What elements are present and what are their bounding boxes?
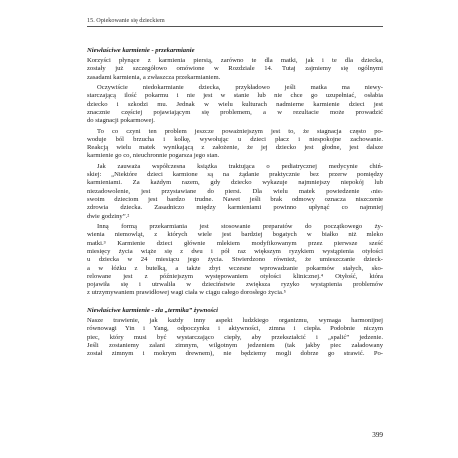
- running-header: 15. Opiekowanie się dzieckiem: [87, 17, 383, 27]
- text-line: równowagi Yin i Yang, odpoczynku i aktywności, zimna i ciepła. Podobnie niczym: [87, 325, 383, 333]
- text-line: pojawiła się i utrwaliła w dzieciństwie zwiększa ryzyko wystąpienia problemów: [87, 281, 383, 289]
- text-line: Jak zauważa współczesna książka traktująca o pediatrycznej medycynie chiń-: [97, 162, 383, 170]
- text-line: miesięcy życia wiąże się z dwu i pół raz większym ryzykiem wystąpienia otyłości: [87, 247, 383, 255]
- text-line: To co czyni ten problem jeszcze poważniejszym jest to, że stagnacja często po-: [97, 127, 383, 135]
- text-line: niezadowolenie, jest przystawiane do piersi. Dla wielu matek powiedzenie ‹nie›: [87, 187, 383, 195]
- text-line: Reakcją wielu matek wynikającą z założenie, że jej dziecko jest głodne, jest dalsze: [87, 144, 383, 152]
- text-line: został zimnym i mokrym drewnem), nie będziemy mogli dobrze go strawić. Po-: [87, 350, 383, 358]
- text-line: Jeśli zostaniemy zalani zimnym, wilgotnym jedzeniem (tak jakby piec załadowany: [87, 341, 383, 349]
- section-heading-overfeeding: Niewłaściwe karmienie - przekarmianie: [87, 47, 195, 54]
- text-line: zdrowia dziecka. Zasadniczo między karmieniami powinno upłynąć co najmniej: [87, 204, 383, 212]
- text-line: woduje ból brzucha i kolkę, wywołując u dzieci płacz i niespokojne zachowanie.: [87, 135, 383, 143]
- text-line: znacznie częściej pojawiającym się problemem, a w rezultacie może prowadzić: [87, 108, 383, 116]
- text-line: skiej: „Niektóre dzieci karmione są na żądanie praktycznie bez przerw pomiędzy: [87, 171, 383, 178]
- text-line: Oczywiście niedokarmianie dziecka, przykładowo jeśli matka ma niewy-: [97, 84, 383, 91]
- book-page: [87, 17, 383, 445]
- section-heading-thermal-nature: Niewłaściwe karmienie - zła „termika” żywności: [87, 307, 218, 314]
- text-line: dziecko i szkodzi mu. Jednak w wielu kulturach nadmierne karmienie dzieci jest: [87, 100, 383, 108]
- text-line: dwie godziny”.²: [87, 212, 130, 220]
- text-line: starczającą ilość pokarmu i nie jest w stanie lub nie chce go uzupełniać, osłabia: [87, 92, 383, 100]
- text-line: wienia niemowląt, z których wiele jest bardziej bogatych w białko niż mleko: [87, 231, 383, 239]
- text-line: piec, który musi być wystarczająco ciepły, aby przekształcić i „spalić” jedzenie.: [87, 333, 383, 341]
- text-line: karmieniami. Za każdym razem, gdy dziecko wykazuje najmniejszy niepokój lub: [87, 179, 383, 187]
- text-line: zasadami karmienia, a zwłaszcza przekarmianiem.: [87, 73, 221, 81]
- page-number: 399: [372, 431, 383, 439]
- text-line: relowane jest z późniejszym występowaniem otyłości klinicznej.⁴ Otyłość, która: [87, 272, 383, 280]
- text-line: Nasze trawienie, jak każdy inny aspekt ludzkiego organizmu, wymaga harmonijnej: [87, 317, 383, 324]
- text-line: do stagnacji pokarmowej.: [87, 117, 155, 125]
- text-line: zostały już szczegółowo omówione w Rozdziale 14. Tutaj zajmiemy się ogólnymi: [87, 65, 383, 73]
- text-line: u dziecka w 24 miesiącu jego życia. Stwierdzono również, że umieszczanie dzieck-: [87, 256, 383, 264]
- text-line: Inną formą przekarmiania jest stosowanie preparatów do początkowego ży-: [97, 223, 383, 230]
- text-line: a w łóżku z butelką, a także zbyt wczesne wprowadzanie pokarmów stałych, sko-: [87, 264, 383, 272]
- text-line: z utrzymywaniem prawidłowej wagi ciała w ciągu całego dorosłego życia.⁵: [87, 289, 286, 297]
- text-line: karmienie go co, nieuchronnie pogarsza jego stan.: [87, 152, 220, 160]
- text-line: swoim dzieciom jest bardzo trudne. Nawet jeśli brak odmowy oznacza niszczenie: [87, 195, 383, 203]
- text-line: matki.³ Karmienie dzieci głównie mlekiem modyfikowanym przez pierwsze sześć: [87, 239, 383, 247]
- text-line: Korzyści płynące z karmienia piersią, zarówno te dla matki, jak i te dla dziecka,: [87, 57, 383, 64]
